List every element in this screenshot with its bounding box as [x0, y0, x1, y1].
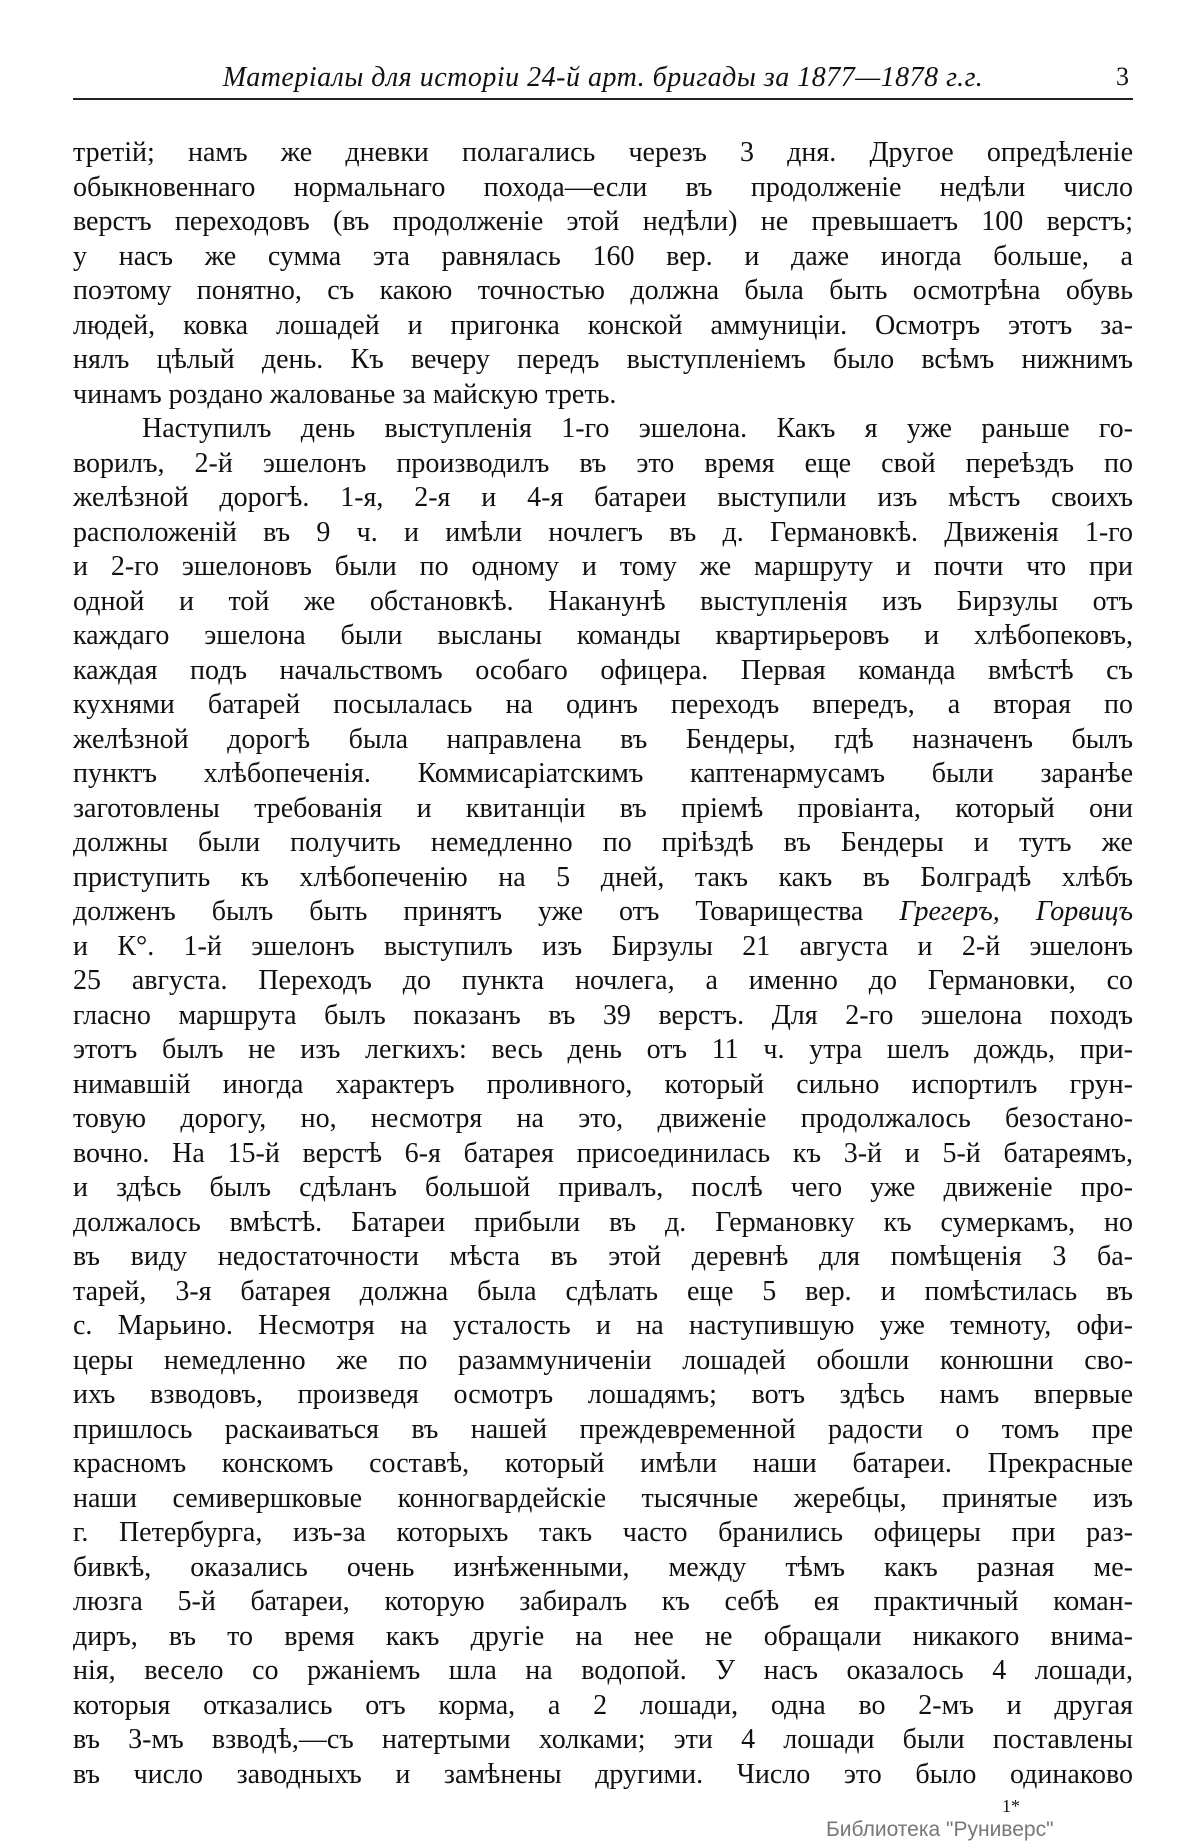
text-segment: въ число заводныхъ и замѣнены другими. Число это было одинаково	[73, 1758, 1133, 1790]
text-line	[73, 1551, 1133, 1586]
library-watermark: Библиотека "Руниверс"	[826, 1818, 1054, 1841]
text-line	[73, 1033, 1133, 1068]
text-segment: поэтому понятно, съ какою точностью должна была быть осмотрѣна обувь	[73, 275, 1133, 306]
text-segment: одной и той же обстановкѣ. Наканунѣ выступленія изъ Бирзулы отъ	[73, 585, 1133, 617]
text-segment: чинамъ роздано жалованье за майскую треть.	[73, 378, 617, 410]
text-line	[73, 1689, 1133, 1724]
text-line	[73, 1378, 1133, 1413]
running-header	[73, 62, 1133, 100]
text-segment: Наступилъ день выступленія 1-го эшелона. Какъ я уже раньше го-	[142, 413, 1133, 444]
text-line	[73, 1654, 1133, 1689]
text-segment: каждая подъ начальствомъ особаго офицера. Первая команда вмѣстѣ съ	[73, 654, 1133, 686]
text-line	[73, 1102, 1133, 1137]
text-line	[73, 688, 1133, 723]
text-segment: въ 3-мъ взводѣ,—съ натертыми холками; эти 4 лошади были поставлены	[73, 1724, 1133, 1755]
text-segment: церы немедленно же по разаммуниченіи лошадей обошли конюшни сво-	[73, 1344, 1133, 1376]
text-line	[73, 654, 1133, 689]
text-segment: должалось вмѣстѣ. Батареи прибыли въ д. Германовку къ сумеркамъ, но	[73, 1206, 1133, 1238]
text-line	[73, 274, 1133, 309]
italic-text-segment: Грегеръ, Горвицъ	[899, 896, 1133, 927]
text-segment: пришлось раскаиваться въ нашей преждевременной радости о томъ пре	[73, 1413, 1133, 1445]
text-line	[73, 1585, 1133, 1620]
text-line	[73, 205, 1133, 240]
text-line	[73, 1309, 1133, 1344]
text-segment: нялъ цѣлый день. Къ вечеру передъ выступленіемъ было всѣмъ нижнимъ	[73, 344, 1133, 375]
text-line	[73, 481, 1133, 516]
text-line	[73, 240, 1133, 275]
text-segment: красномъ конскомъ составѣ, который имѣли наши батареи. Прекрасные	[73, 1448, 1133, 1479]
text-segment: желѣзной дорогѣ. 1-я, 2-я и 4-я батареи выступили изъ мѣстъ своихъ	[73, 482, 1133, 513]
text-segment: вочно. На 15-й верстѣ 6-я батарея присоединилась къ 3-й и 5-й батареямъ,	[73, 1137, 1133, 1169]
text-segment: у насъ же сумма эта равнялась 160 вер. и даже иногда больше, а	[73, 240, 1133, 272]
text-line	[73, 1413, 1133, 1448]
text-line	[73, 1344, 1133, 1379]
body-text	[73, 136, 1133, 1792]
text-segment: пунктъ хлѣбопеченія. Коммисаріатскимъ каптенармусамъ были заранѣе	[73, 758, 1133, 789]
text-segment: нимавшій иногда характеръ проливного, который сильно испортилъ грун-	[73, 1068, 1133, 1100]
text-line	[73, 550, 1133, 585]
text-line	[73, 171, 1133, 206]
text-segment: верстъ переходовъ (въ продолженіе этой недѣли) не превышаетъ 100 верстъ;	[73, 206, 1133, 237]
text-segment: каждаго эшелона были высланы команды квартирьеровъ и хлѣбопековъ,	[73, 620, 1133, 651]
text-segment: людей, ковка лошадей и пригонка конской аммуниціи. Осмотръ этотъ за-	[73, 309, 1133, 341]
text-line	[73, 343, 1133, 378]
text-segment: и К°. 1-й эшелонъ выступилъ изъ Бирзулы 21 августа и 2-й эшелонъ	[73, 930, 1133, 962]
text-segment: ихъ взводовъ, произведя осмотръ лошадямъ; вотъ здѣсь намъ впервые	[73, 1379, 1133, 1410]
text-segment: расположеній въ 9 ч. и имѣли ночлегъ въ д. Германовкѣ. Движенія 1-го	[73, 516, 1133, 548]
text-line	[73, 999, 1133, 1034]
text-segment: тарей, 3-я батарея должна была сдѣлать еще 5 вер. и помѣстилась въ	[73, 1275, 1133, 1307]
text-segment: этотъ былъ не изъ легкихъ: весь день отъ 11 ч. утра шелъ дождь, при-	[73, 1034, 1133, 1065]
text-line	[73, 1206, 1133, 1241]
text-line	[73, 1723, 1133, 1758]
header-title: Матеріалы для исторіи 24-й арт. бригады за 1877—1878 г.г.	[222, 62, 984, 93]
text-line	[73, 1516, 1133, 1551]
text-line	[73, 757, 1133, 792]
text-segment: диръ, въ то время какъ другіе на нее не обращали никакого внима-	[73, 1620, 1133, 1652]
text-line	[73, 1758, 1133, 1793]
page-number: 3	[1116, 62, 1129, 91]
text-segment: которыя отказались отъ корма, а 2 лошади, одна во 2-мъ и другая	[73, 1689, 1133, 1721]
text-line	[73, 619, 1133, 654]
text-line	[73, 585, 1133, 620]
text-segment: заготовлены требованія и квитанціи въ пріемѣ провіанта, который они	[73, 792, 1133, 824]
text-segment: ворилъ, 2-й эшелонъ производилъ въ это время еще свой переѣздъ по	[73, 447, 1133, 479]
text-segment: приступить къ хлѣбопеченію на 5 дней, такъ какъ въ Болградѣ хлѣбъ	[73, 861, 1133, 893]
text-line	[73, 1240, 1133, 1275]
text-line	[73, 826, 1133, 861]
text-line	[73, 136, 1133, 171]
text-line	[73, 930, 1133, 965]
text-segment: гласно маршрута былъ показанъ въ 39 верстъ. Для 2-го эшелона походъ	[73, 999, 1133, 1031]
text-line	[73, 1068, 1133, 1103]
text-line	[73, 412, 1133, 447]
text-segment: 25 августа. Переходъ до пункта ночлега, а именно до Германовки, со	[73, 965, 1133, 996]
text-line	[73, 1482, 1133, 1517]
text-segment: нія, весело со ржаніемъ шла на водопой. У насъ оказалось 4 лошади,	[73, 1655, 1133, 1686]
text-line	[73, 792, 1133, 827]
text-segment: кухнями батарей посылалась на одинъ переходъ впередъ, а вторая по	[73, 689, 1133, 720]
text-line	[73, 309, 1133, 344]
text-segment: люзга 5-й батареи, которую забиралъ къ себѣ ея практичный коман-	[73, 1586, 1133, 1617]
text-segment: долженъ былъ быть принятъ уже отъ Товарищества	[73, 896, 900, 927]
text-line	[73, 861, 1133, 896]
text-segment: товую дорогу, но, несмотря на это, движеніе продолжалось безостано-	[73, 1103, 1133, 1134]
text-segment: третій; намъ же дневки полагались черезъ 3 дня. Другое опредѣленіе	[73, 137, 1133, 168]
text-segment: и здѣсь былъ сдѣланъ большой привалъ, послѣ чего уже движеніе про-	[73, 1172, 1133, 1203]
text-line	[73, 723, 1133, 758]
text-segment: должны были получить немедленно по пріѣздѣ въ Бендеры и тутъ же	[73, 827, 1133, 858]
text-line	[73, 378, 1133, 413]
text-segment: обыкновеннаго нормальнаго похода—если въ продолженіе недѣли число	[73, 171, 1133, 203]
text-segment: бивкѣ, оказались очень изнѣженными, между тѣмъ какъ разная ме-	[73, 1551, 1133, 1583]
text-segment: с. Марьино. Несмотря на усталость и на наступившую уже темноту, офи-	[73, 1310, 1133, 1341]
text-line	[73, 516, 1133, 551]
text-line	[73, 1275, 1133, 1310]
signature-mark: 1*	[1002, 1796, 1020, 1816]
text-segment: въ виду недостаточности мѣста въ этой деревнѣ для помѣщенія 3 ба-	[73, 1241, 1133, 1272]
text-segment: желѣзной дорогѣ была направлена въ Бендеры, гдѣ назначенъ былъ	[73, 723, 1133, 755]
text-line	[73, 1620, 1133, 1655]
text-line	[73, 1171, 1133, 1206]
text-line	[73, 964, 1133, 999]
text-line	[73, 447, 1133, 482]
text-segment: наши семивершковые конногвардейскіе тысячные жеребцы, принятые изъ	[73, 1482, 1133, 1514]
text-line	[73, 1447, 1133, 1482]
text-line	[73, 1137, 1133, 1172]
text-line	[73, 895, 1133, 930]
text-segment: г. Петербурга, изъ-за которыхъ такъ часто бранились офицеры при раз-	[73, 1517, 1133, 1548]
text-segment: и 2-го эшелоновъ были по одному и тому же маршруту и почти что при	[73, 551, 1133, 582]
